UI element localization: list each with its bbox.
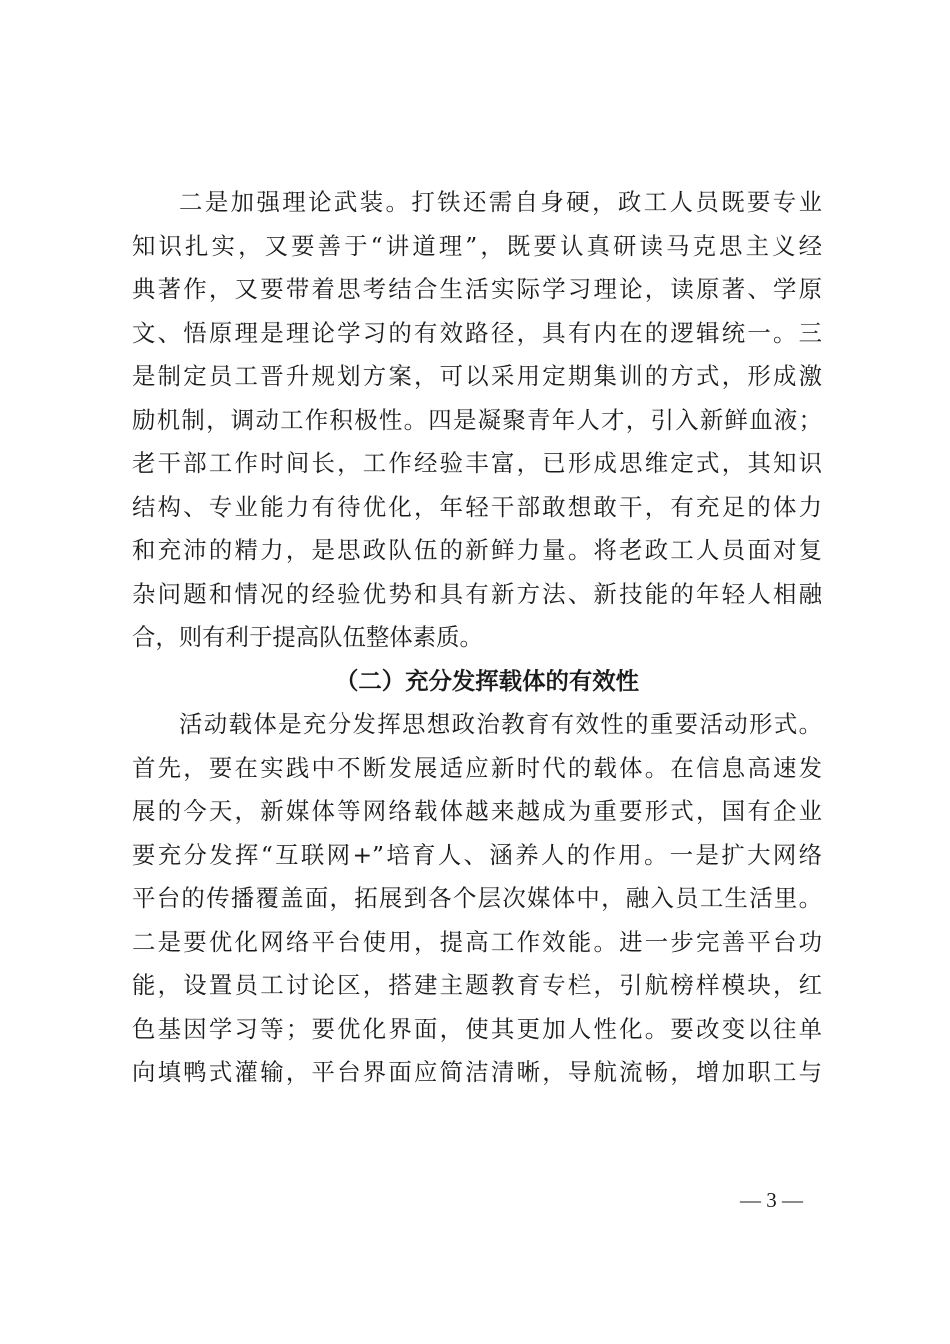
paragraph-line: 励机制，调动工作积极性。四是凝聚青年人才，引入新鲜血液；	[132, 405, 822, 434]
section-heading: （二）充分发挥载体的有效性	[334, 666, 640, 695]
paragraph-line: 知识扎实，又要善于“讲道理”，既要认真研读马克思主义经	[132, 231, 822, 260]
paragraph-line: 色基因学习等；要优化界面，使其更加人性化。要改变以往单	[132, 1014, 822, 1043]
paragraph-line: 杂问题和情况的经验优势和具有新方法、新技能的年轻人相融	[132, 579, 822, 608]
paragraph-line: 平台的传播覆盖面，拓展到各个层次媒体中，融入员工生活里。	[132, 884, 822, 912]
paragraph-line: 活动载体是充分发挥思想政治教育有效性的重要活动形式。	[179, 710, 822, 738]
paragraph-line: 是制定员工晋升规划方案，可以采用定期集训的方式，形成激	[132, 362, 822, 390]
paragraph-line: 要充分发挥“互联网+”培育人、涵养人的作用。一是扩大网络	[132, 840, 822, 869]
paragraph-line: 文、悟原理是理论学习的有效路径，具有内在的逻辑统一。三	[132, 318, 822, 347]
paragraph-line: 和充沛的精力，是思政队伍的新鲜力量。将老政工人员面对复	[132, 536, 822, 564]
paragraph-line: 二是加强理论武装。打铁还需自身硬，政工人员既要专业	[179, 188, 822, 216]
paragraph-line: 展的今天，新媒体等网络载体越来越成为重要形式，国有企业	[132, 797, 822, 825]
paragraph-line: 老干部工作时间长，工作经验丰富，已形成思维定式，其知识	[132, 449, 822, 477]
paragraph-line: 合，则有利于提高队伍整体素质。	[132, 623, 483, 651]
paragraph-line: 能，设置员工讨论区，搭建主题教育专栏，引航榜样模块，红	[132, 971, 822, 999]
paragraph-line: 首先，要在实践中不断发展适应新时代的载体。在信息高速发	[132, 753, 822, 782]
paragraph-line: 二是要优化网络平台使用，提高工作效能。进一步完善平台功	[132, 927, 822, 956]
body-text	[132, 181, 822, 1095]
paragraph-line: 典著作，又要带着思考结合生活实际学习理论，读原著、学原	[132, 275, 822, 303]
paragraph-line: 向填鸭式灌输，平台界面应简洁清晰，导航流畅，增加职工与	[132, 1058, 822, 1086]
paragraph-line: 结构、专业能力有待优化，年轻干部敢想敢干，有充足的体力	[132, 492, 822, 521]
page-number: — 3 —	[740, 1188, 803, 1212]
